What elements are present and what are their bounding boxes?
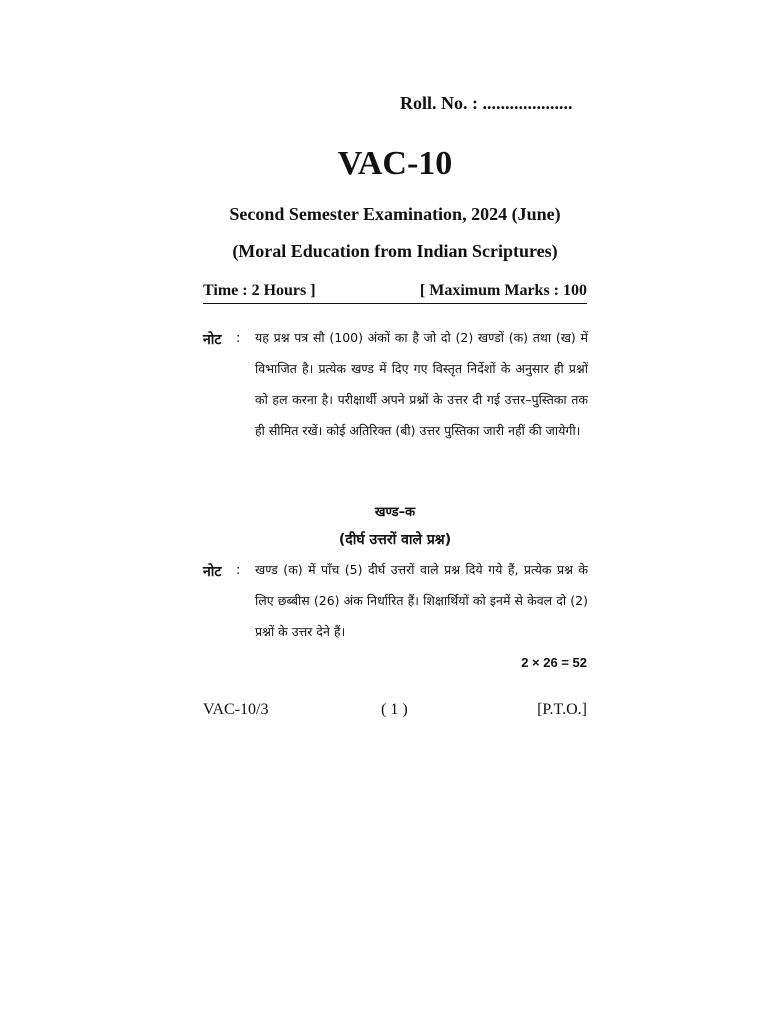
note-2-colon: : (236, 563, 241, 578)
note-1-label: नोट (203, 332, 222, 348)
paper-code: VAC-10 (337, 145, 453, 182)
note-1-text: यह प्रश्न पत्र सौ (100) अंकों का है जो दो (2) खण्डों (क) तथा (ख) में विभाजित है। प्रत्येक खण्ड में दिए गए विस्तृत निर्देशों के अनुसार ही प्रश्नों को हल करना है। परीक्षार्थी अपने प्रश्नों के उत्तर दी गई उत्तर–पुस्तिका तक ही सीमित रखें। कोई अतिरिक्त (बी) उत्तर पुस्तिका जारी नहीं की जायेगी। (255, 330, 588, 438)
section-subtitle: (दीर्घ उत्तरों वाले प्रश्न) (338, 532, 452, 548)
footer-paper-ref: VAC-10/3 (203, 701, 269, 718)
note-1-colon: : (236, 331, 241, 346)
footer-pto: [P.T.O.] (537, 701, 587, 718)
header-divider (203, 303, 587, 304)
time-allowed: Time : 2 Hours ] (203, 282, 316, 299)
exam-title: Second Semester Examination, 2024 (June) (229, 204, 561, 224)
note-2-label: नोट (203, 564, 222, 580)
roll-number: Roll. No. : .................... (400, 93, 573, 113)
section-title: खण्ड–क (374, 505, 416, 520)
footer-page-number: ( 1 ) (381, 701, 408, 718)
maximum-marks: [ Maximum Marks : 100 (419, 282, 587, 299)
subject-title: (Moral Education from Indian Scriptures) (232, 241, 558, 261)
note-2-text: खण्ड (क) में पाँच (5) दीर्घ उत्तरों वाले प्रश्न दिये गये हैं, प्रत्येक प्रश्न के लिए छब्बीस (26) अंक निर्धारित हैं। शिक्षार्थियों को इनमें से केवल दो (2) प्रश्नों के उत्तर देने हैं। (255, 562, 588, 639)
marks-formula: 2 × 26 = 52 (521, 655, 587, 670)
